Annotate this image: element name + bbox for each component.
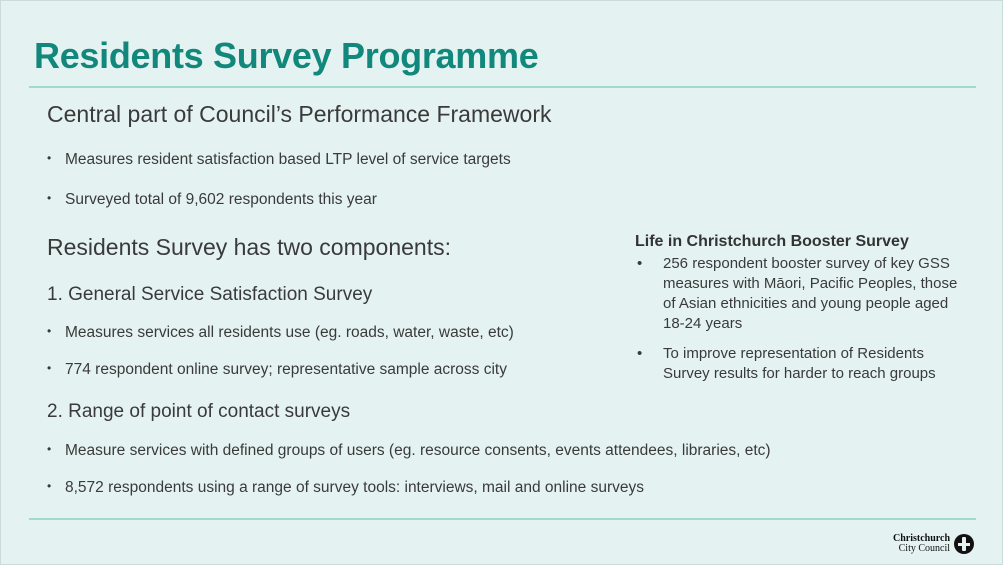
list-item: • 8,572 respondents using a range of survey tools: interviews, mail and online surveys: [47, 479, 644, 496]
section2-heading: Residents Survey has two components:: [47, 234, 451, 260]
bottom-divider: [29, 518, 976, 520]
list-item: • Measure services with defined groups of users (eg. resource consents, events attendees, libraries, etc): [47, 442, 771, 459]
council-crest-icon: [954, 534, 974, 554]
bullet-dot-icon: •: [637, 345, 643, 362]
top-divider: [29, 86, 976, 88]
list-item: • Measures resident satisfaction based LTP level of service targets: [47, 151, 511, 168]
section1-heading: Central part of Council’s Performance Framework: [47, 101, 552, 127]
logo-text: Christchurch City Council: [893, 533, 951, 554]
component1-heading: 1. General Service Satisfaction Survey: [47, 284, 373, 305]
bullet-dot-icon: •: [47, 442, 52, 456]
bullet-dot-icon: •: [47, 151, 52, 165]
list-item: • To improve representation of Residents Survey results for harder to reach groups: [637, 345, 936, 382]
booster-survey-panel: [635, 233, 965, 394]
bullet-dot-icon: •: [47, 191, 52, 205]
bullet-dot-icon: •: [637, 255, 643, 272]
page-title: Residents Survey Programme: [34, 35, 539, 76]
bullet-dot-icon: •: [47, 324, 52, 338]
council-logo: [893, 534, 974, 554]
list-item: • 256 respondent booster survey of key GSS measures with Māori, Pacific Peoples, those of Asian ethnicities and young people aged 18-24 years: [637, 255, 958, 332]
bullet-dot-icon: •: [47, 361, 52, 375]
list-item: • Surveyed total of 9,602 respondents this year: [47, 191, 377, 208]
booster-survey-list: [635, 254, 965, 384]
booster-survey-title: Life in Christchurch Booster Survey: [635, 233, 909, 250]
bullet-dot-icon: •: [47, 479, 52, 493]
component2-heading: 2. Range of point of contact surveys: [47, 401, 351, 422]
list-item: • Measures services all residents use (eg. roads, water, waste, etc): [47, 324, 514, 341]
list-item: • 774 respondent online survey; representative sample across city: [47, 361, 507, 378]
